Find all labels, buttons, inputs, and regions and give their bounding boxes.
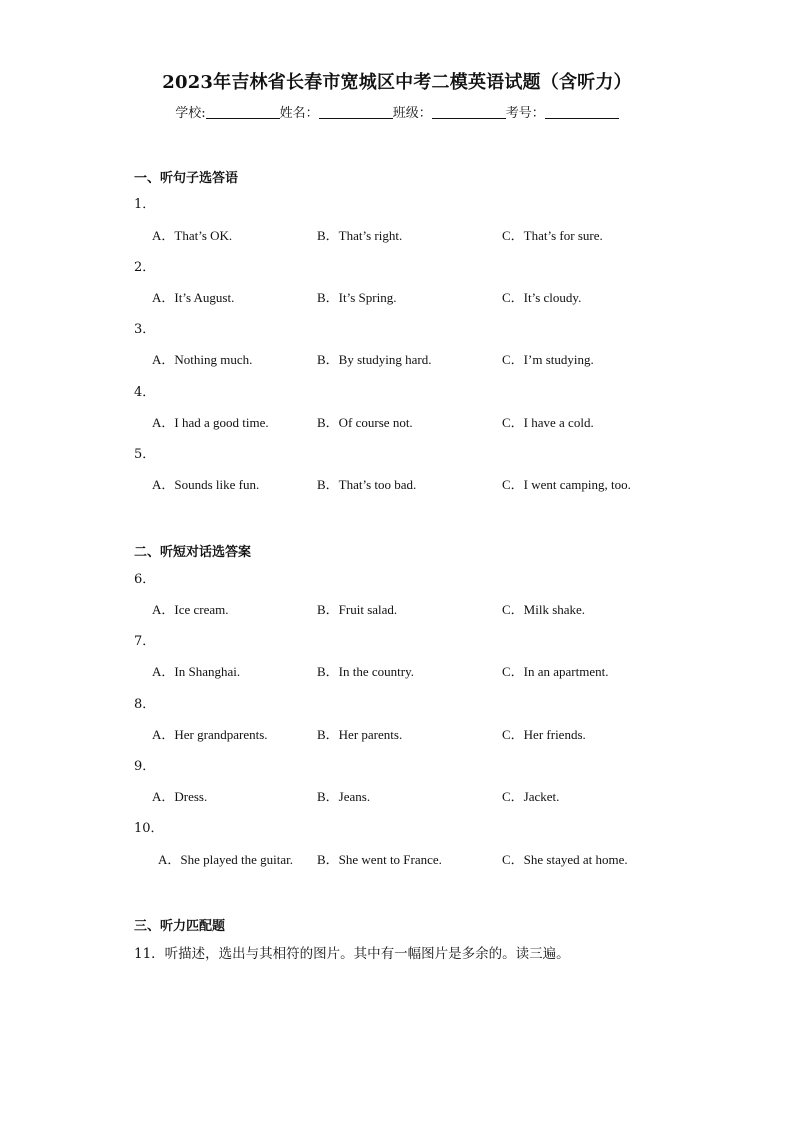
option-c[interactable]: C．That’s for sure. — [502, 228, 603, 243]
option-a[interactable]: A．Sounds like fun. — [152, 477, 260, 492]
option-b[interactable]: B．That’s right. — [317, 228, 403, 243]
option-b[interactable]: B．In the country. — [317, 664, 414, 679]
name-label: 姓名： — [279, 106, 319, 121]
option-c[interactable]: C．I’m studying. — [502, 352, 594, 367]
option-b[interactable]: B．That’s too bad. — [317, 477, 417, 492]
option-c[interactable]: C．In an apartment. — [502, 664, 609, 679]
option-c[interactable]: C．I went camping, too. — [502, 477, 631, 492]
option-c[interactable]: C．Jacket. — [502, 789, 560, 804]
school-label: 学校: — [175, 106, 206, 121]
option-b[interactable]: B．Of course not. — [317, 415, 413, 430]
question-number: 1． — [134, 197, 156, 212]
option-b[interactable]: B．By studying hard. — [317, 352, 432, 367]
id-blank[interactable] — [545, 105, 619, 119]
question-number: 9． — [134, 759, 156, 774]
option-c[interactable]: C．I have a cold. — [502, 415, 594, 430]
page-title: 2023年吉林省长春市宽城区中考二模英语试题（含听力） — [162, 72, 632, 93]
section-heading-1: 一、听句子选答语 — [134, 171, 239, 186]
option-a[interactable]: A．In Shanghai. — [152, 664, 241, 679]
option-b[interactable]: B．Her parents. — [317, 727, 403, 742]
option-a[interactable]: A．Her grandparents. — [152, 727, 268, 742]
option-c[interactable]: C．It’s cloudy. — [502, 290, 582, 305]
question-number: 2． — [134, 260, 156, 275]
question-number: 5． — [134, 447, 156, 462]
school-blank[interactable] — [206, 105, 280, 119]
option-a[interactable]: A．Ice cream. — [152, 602, 229, 617]
question-number: 3． — [134, 322, 156, 337]
option-b[interactable]: B．It’s Spring. — [317, 290, 397, 305]
question-number: 7． — [134, 634, 156, 649]
option-a[interactable]: A．I had a good time. — [152, 415, 269, 430]
option-a[interactable]: A．It’s August. — [152, 290, 235, 305]
student-info-line — [0, 102, 794, 121]
section-heading-3: 三、听力匹配题 — [134, 919, 226, 934]
option-c[interactable]: C．She stayed at home. — [502, 852, 628, 867]
option-a[interactable]: A．She played the guitar. — [158, 852, 294, 867]
class-blank[interactable] — [432, 105, 506, 119]
question-number: 8． — [134, 697, 156, 712]
option-b[interactable]: B．She went to France. — [317, 852, 442, 867]
question-11-prompt: 11．听描述，选出与其相符的图片。其中有一幅图片是多余的。读三遍。 — [134, 946, 570, 962]
option-a[interactable]: A．That’s OK. — [152, 228, 233, 243]
option-c[interactable]: C．Milk shake. — [502, 602, 586, 617]
option-b[interactable]: B．Jeans. — [317, 789, 371, 804]
option-b[interactable]: B．Fruit salad. — [317, 602, 398, 617]
class-label: 班级： — [392, 106, 432, 121]
question-number: 4． — [134, 385, 156, 400]
question-number: 6． — [134, 572, 156, 587]
question-number: 10． — [134, 821, 164, 836]
option-a[interactable]: A．Nothing much. — [152, 352, 253, 367]
option-a[interactable]: A．Dress. — [152, 789, 208, 804]
section-heading-2: 二、听短对话选答案 — [134, 545, 252, 560]
name-blank[interactable] — [319, 105, 393, 119]
id-label: 考号： — [505, 106, 545, 121]
option-c[interactable]: C．Her friends. — [502, 727, 586, 742]
